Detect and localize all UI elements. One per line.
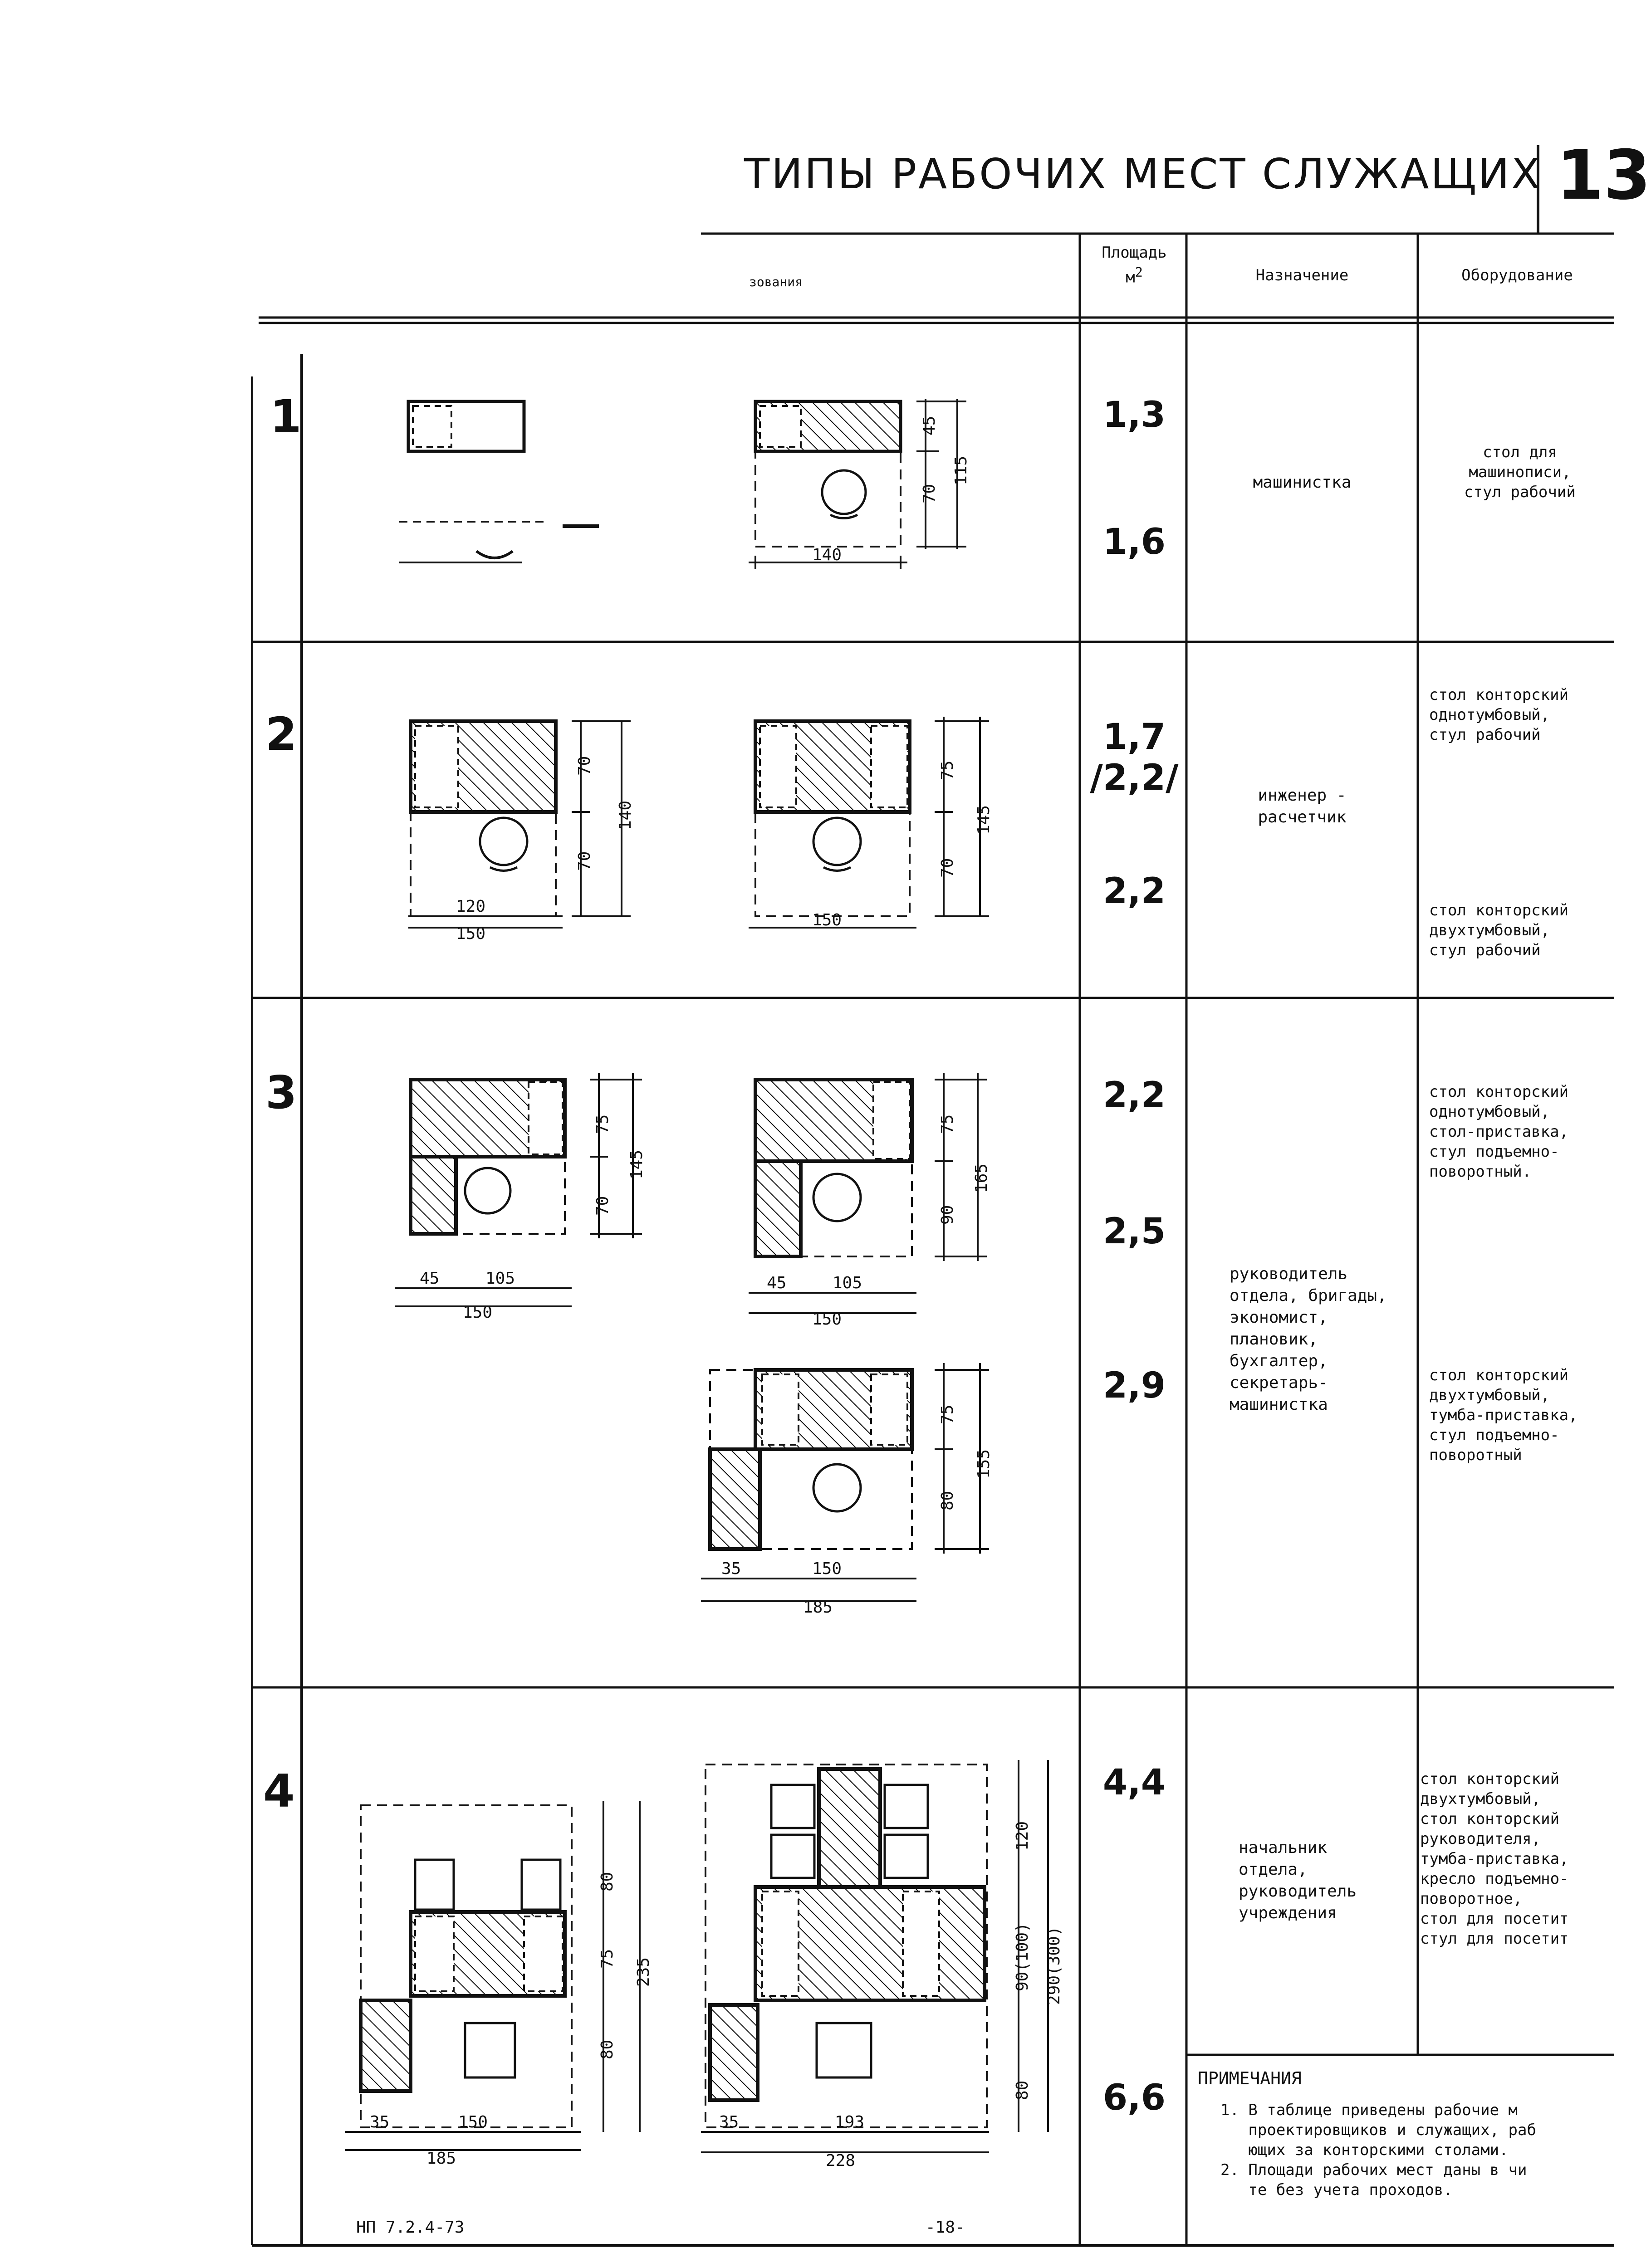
purpose-r2: инженер - расчетчик: [1258, 786, 1347, 826]
dim-r4a-1: 80: [598, 1872, 617, 1892]
dim-r3a-w2: 105: [485, 1269, 515, 1288]
dim-r3b-w2: 105: [833, 1274, 862, 1292]
area-r4-1: 4,4: [1102, 1762, 1166, 1803]
purpose-r3: руководитель отдела, бригады, экономист, плановик, бухгалтер, секретарь- машинистка: [1230, 1265, 1387, 1414]
purpose-r4: начальник отдела, руководитель учреждения: [1239, 1838, 1357, 1922]
dim-r4a-w1: 35: [370, 2113, 390, 2131]
row2-plans: [408, 717, 989, 928]
dim-r1-d1: 45: [920, 415, 939, 435]
dim-r4a-3: 80: [598, 2039, 617, 2059]
area-r1-1: 1,3: [1102, 395, 1166, 435]
row1-plans: [399, 399, 966, 569]
purpose-r1: машинистка: [1253, 473, 1352, 492]
notes-list: [1220, 2100, 1614, 2200]
note-line: ющих за конторскими столами.: [1220, 2141, 1509, 2159]
row-number-2: 2: [265, 708, 297, 761]
dim-r2-b2: 70: [938, 858, 957, 878]
equipment-r3-b: стол конторский двухтумбовый, тумба-приставка, стул подъемно- поворотный: [1429, 1366, 1578, 1464]
dim-r3b-w1: 45: [767, 1274, 787, 1292]
dim-r4a-w3: 185: [426, 2149, 456, 2168]
area-r3-3: 2,9: [1102, 1365, 1166, 1406]
row-number-4: 4: [263, 1765, 295, 1818]
column-header-area-label: Площадь: [1102, 244, 1167, 262]
area-r4-2: 6,6: [1102, 2077, 1166, 2118]
dim-r3a-3: 145: [627, 1149, 646, 1179]
sheet-number: 13: [1556, 136, 1651, 215]
equipment-r3-a: стол конторский однотумбовый, стол-приставка, стул подъемно- поворотный.: [1429, 1083, 1569, 1181]
equipment-r4: стол конторский двухтумбовый, стол конторский руководителя, тумба-приставка, кресло подъемно- поворотное, стол для посетит стул для посетит: [1420, 1770, 1569, 1948]
dim-r4b-4: 290(300): [1045, 1926, 1063, 2005]
dim-r3c-w1: 35: [721, 1559, 741, 1578]
area-r3-1: 2,2: [1102, 1075, 1166, 1116]
dim-r4b-1: 120: [1013, 1821, 1032, 1851]
dim-r1-d2: 70: [920, 484, 939, 503]
note-line: 1. В таблице приведены рабочие м: [1220, 2101, 1518, 2119]
dim-r3b-2: 90: [938, 1205, 957, 1225]
dim-r4b-w1: 35: [719, 2113, 739, 2131]
column-header-purpose: Назначение: [1255, 266, 1349, 284]
dim-r2-a1: 70: [575, 756, 594, 776]
area-r2-1: 1,7: [1102, 717, 1166, 758]
row-number-3: 3: [265, 1066, 297, 1119]
row4-plans: [345, 1760, 1048, 2152]
dim-r4b-w3: 228: [826, 2151, 856, 2170]
dim-r2-b3: 145: [975, 805, 993, 835]
dim-r4a-4: 235: [634, 1957, 653, 1987]
area-r1-2: 1,6: [1102, 522, 1166, 562]
dim-r3b-w3: 150: [812, 1310, 842, 1329]
dim-r2-bw: 150: [812, 911, 842, 929]
dim-r3a-w1: 45: [420, 1269, 440, 1288]
dim-r3c-1: 75: [938, 1404, 957, 1424]
dim-r1-d3: 115: [952, 455, 970, 485]
dim-r3b-1: 75: [938, 1114, 957, 1134]
area-r2-3: 2,2: [1102, 871, 1166, 912]
footer-page: -18-: [926, 2218, 965, 2237]
note-line: те без учета проходов.: [1220, 2181, 1453, 2199]
dim-r2-b1: 75: [938, 760, 957, 780]
equipment-r1: стол для машинописи, стул рабочий: [1464, 443, 1576, 501]
dim-r3b-3: 165: [972, 1163, 991, 1193]
area-r3-2: 2,5: [1102, 1211, 1166, 1252]
footer-code: НП 7.2.4-73: [356, 2218, 465, 2237]
page-title: ТИПЫ РАБОЧИХ МЕСТ СЛУЖАЩИХ: [744, 150, 1542, 198]
column-header-name-fragment: зования: [749, 274, 803, 289]
dim-r2-a2: 70: [575, 851, 594, 871]
dim-r1-w1: 140: [812, 546, 842, 564]
note-line: проектировщиков и служащих, раб: [1220, 2121, 1536, 2139]
column-header-area-unit: $м^2$: [1126, 265, 1143, 287]
dim-r2-a3: 140: [616, 800, 635, 830]
dim-r3c-w2: 150: [812, 1559, 842, 1578]
dim-r2-aw1: 120: [456, 897, 486, 916]
dim-r4a-w2: 150: [458, 2113, 488, 2131]
area-r2-2: /2,2/: [1090, 758, 1179, 798]
dim-r4a-2: 75: [598, 1949, 617, 1969]
equipment-r2-a: стол конторский однотумбовый, стул рабочий: [1429, 686, 1569, 744]
equipment-r2-b: стол конторский двухтумбовый, стул рабочий: [1429, 901, 1569, 959]
dim-r3a-2: 70: [593, 1196, 612, 1216]
dim-r3a-1: 75: [593, 1114, 612, 1134]
notes-title: ПРИМЕЧАНИЯ: [1198, 2068, 1302, 2088]
dim-r3c-w3: 185: [803, 1598, 833, 1617]
column-header-equipment: Оборудование: [1461, 266, 1573, 284]
dim-r2-aw2: 150: [456, 924, 486, 943]
row-number-1: 1: [270, 390, 302, 443]
row3-plans: [395, 1073, 989, 1601]
dim-r3c-3: 155: [975, 1449, 993, 1479]
dim-r3a-w3: 150: [463, 1303, 493, 1322]
note-line: 2. Площади рабочих мест даны в чи: [1220, 2161, 1527, 2179]
dim-r4b-2: 90(100): [1013, 1922, 1032, 1991]
dim-r4b-3: 80: [1013, 2080, 1032, 2100]
dim-r3c-2: 80: [938, 1491, 957, 1510]
dim-r4b-w2: 193: [835, 2113, 865, 2131]
